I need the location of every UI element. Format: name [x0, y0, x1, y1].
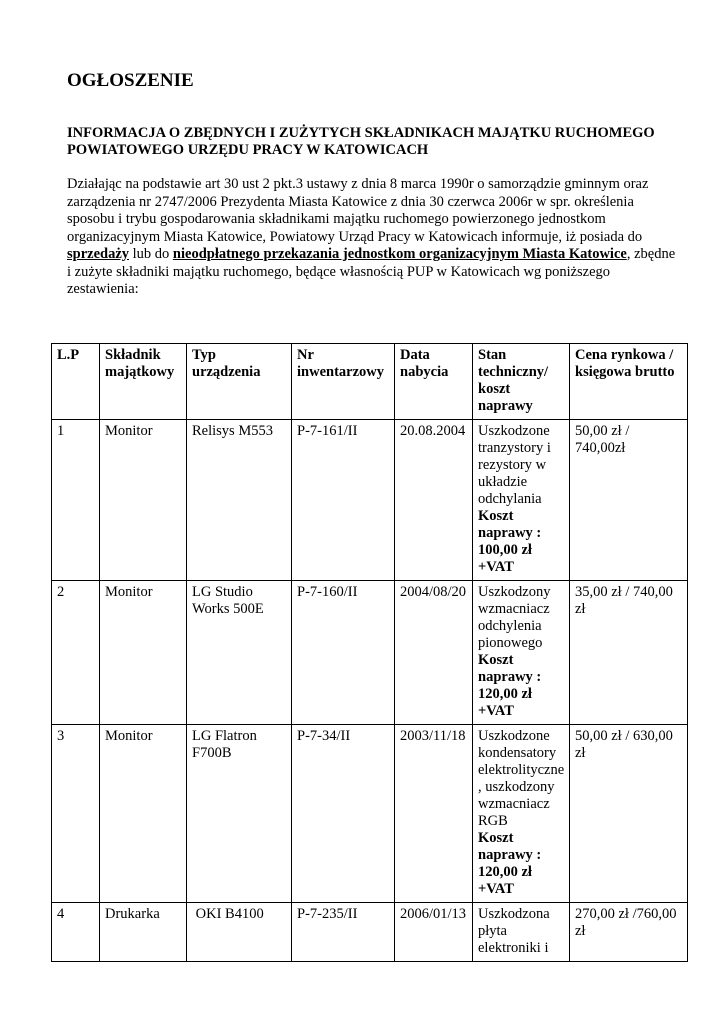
cell-item: Monitor: [100, 420, 187, 581]
cell-inventory: P-7-235/II: [292, 903, 395, 962]
repair-cost: Koszt naprawy : 120,00 zł +VAT: [478, 652, 542, 719]
cell-inventory: P-7-160/II: [292, 581, 395, 725]
cell-price: 270,00 zł /760,00 zł: [570, 903, 688, 962]
condition-text: Uszkodzone kondensatory elektrolityczne , uszkodzony wzmacniacz RGB: [478, 728, 565, 829]
cell-item: Drukarka: [100, 903, 187, 962]
cell-price: 50,00 zł / 630,00 zł: [570, 725, 688, 903]
cell-date: 2003/11/18: [395, 725, 473, 903]
header-item: Składnik majątkowy: [100, 344, 187, 420]
cell-type: LG Studio Works 500E: [187, 581, 292, 725]
table-row: [52, 420, 688, 581]
cell-price: 50,00 zł / 740,00zł: [570, 420, 688, 581]
table-header-row: [52, 344, 688, 420]
intro-text-2: lub do: [129, 246, 173, 262]
intro-text-1: Działając na podstawie art 30 ust 2 pkt.3 ustawy z dnia 8 marca 1990r o samorządzie gminnym oraz zarządzenia nr 2747/2006 Prezydenta Miasta Katowice z dnia 30 czerwca 2006r w spr. określenia sposobu i trybu gospodarowania składnikami majątku ruchomego powierzonego jednostkom organizacyjnym Miasta Katowice, Powiatowy Urząd Pracy w Katowicach informuje, iż posiada do: [67, 176, 649, 245]
cell-condition: [473, 725, 570, 903]
cell-lp: 2: [52, 581, 100, 725]
repair-cost: Koszt naprawy : 100,00 zł +VAT: [478, 508, 542, 575]
cell-lp: 1: [52, 420, 100, 581]
assets-table: [51, 343, 688, 962]
page-title: OGŁOSZENIE: [67, 70, 194, 91]
header-date: Data nabycia: [395, 344, 473, 420]
header-inventory: Nr inwentarzowy: [292, 344, 395, 420]
cell-date: 20.08.2004: [395, 420, 473, 581]
header-lp: L.P: [52, 344, 100, 420]
condition-text: Uszkodzony wzmacniacz odchylenia pionowego: [478, 584, 551, 651]
cell-lp: 4: [52, 903, 100, 962]
table-row: [52, 903, 688, 962]
cell-type: Relisys M553: [187, 420, 292, 581]
condition-text: Uszkodzone tranzystory i rezystory w układzie odchylania: [478, 423, 551, 507]
cell-date: 2006/01/13: [395, 903, 473, 962]
cell-item: Monitor: [100, 725, 187, 903]
header-price: Cena rynkowa / księgowa brutto: [570, 344, 688, 420]
intro-paragraph: [67, 176, 677, 299]
cell-item: Monitor: [100, 581, 187, 725]
sale-emphasis: sprzedaży: [67, 246, 130, 262]
header-type: Typ urządzenia: [187, 344, 292, 420]
free-transfer-emphasis: nieodpłatnego przekazania jednostkom organizacyjnym Miasta Katowice: [172, 246, 627, 262]
cell-type: OKI B4100: [187, 903, 292, 962]
cell-inventory: P-7-34/II: [292, 725, 395, 903]
cell-price: 35,00 zł / 740,00 zł: [570, 581, 688, 725]
cell-condition: [473, 581, 570, 725]
condition-text: Uszkodzona płyta elektroniki i: [478, 906, 550, 956]
table-row: [52, 725, 688, 903]
cell-type: LG Flatron F700B: [187, 725, 292, 903]
header-condition: Stan techniczny/ koszt naprawy: [473, 344, 570, 420]
cell-inventory: P-7-161/II: [292, 420, 395, 581]
cell-date: 2004/08/20: [395, 581, 473, 725]
intro-text-3: , zbędne i zużyte składniki majątku ruchomego, będące własnością PUP w Katowicach wg poniższego zestawienia:: [67, 246, 676, 297]
repair-cost: Koszt naprawy : 120,00 zł +VAT: [478, 830, 542, 897]
cell-condition: [473, 903, 570, 962]
cell-lp: 3: [52, 725, 100, 903]
document-subtitle: INFORMACJA O ZBĘDNYCH I ZUŻYTYCH SKŁADNIKACH MAJĄTKU RUCHOMEGO POWIATOWEGO URZĘDU PRACY W KATOWICACH: [67, 125, 655, 158]
table-row: [52, 581, 688, 725]
cell-condition: [473, 420, 570, 581]
